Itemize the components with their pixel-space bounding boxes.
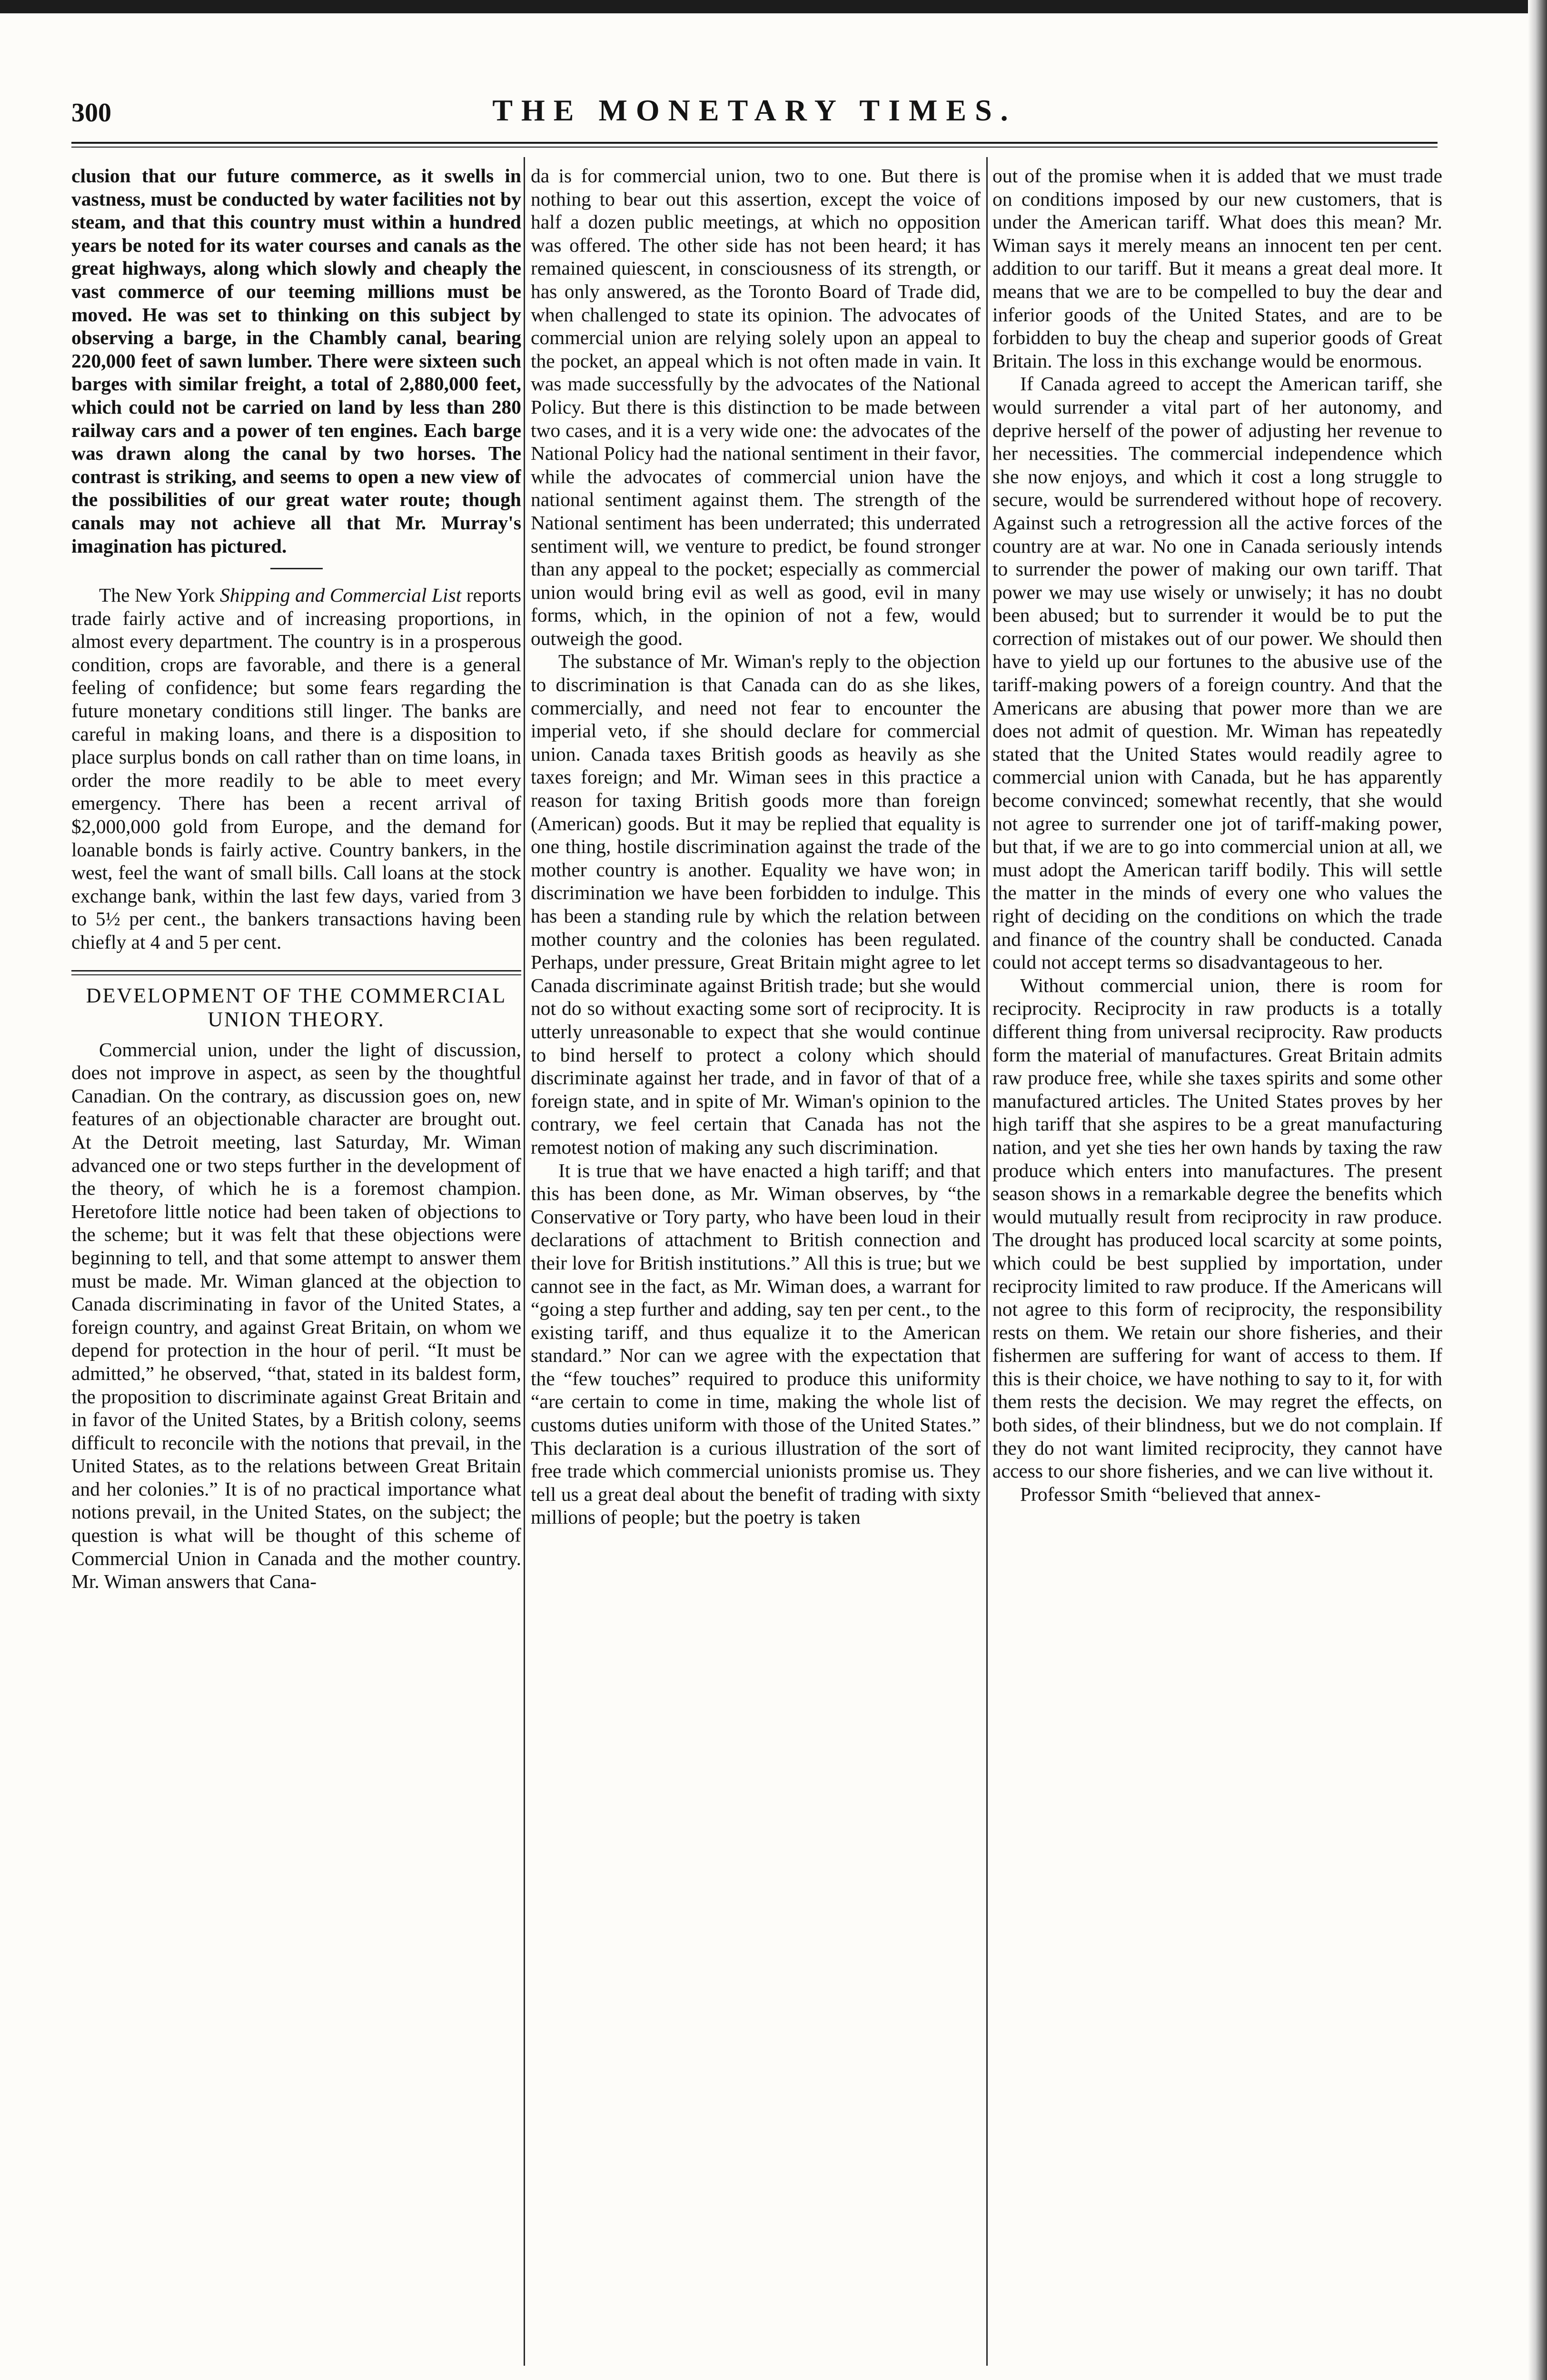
page-header [71,93,1438,136]
header-rule-thin [71,147,1438,148]
page-edge-shadow [1528,0,1547,2380]
section-heading: DEVELOPMENT OF THE COMMERCIAL UNION THEORY. [86,983,507,1031]
paragraph-body: reports trade fairly active and of increasing proportions, in almost every department. The country is in a prosperous condition, crops are favorable, and there is a general feeling of confidence; but some fears regarding the future monetary conditions still linger. The banks are careful in making loans, and there is a disposition to place surplus bonds on call rather than on time loans, in order the more readily to be able to meet every emergency. There has been a recent arrival of $2,000,000 gold from Europe, and the demand for loanable bonds is fairly active. Country bankers, in the west, feel the want of small bills. Call loans at the stock exchange bank, within the last few days, varied from 3 to 5½ per cent., the bankers transactions having been chiefly at 4 and 5 per cent. [71,584,521,953]
article-paragraph: Professor Smith “believed that annex- [1020,1483,1321,1505]
article-paragraph: The substance of Mr. Wiman's reply to the objection to discrimination is that Canada can do as she likes, commercially, and need not fear to encounter the imperial veto, if she should declare for commercial union. Canada taxes British goods as heavily as she taxes foreign; and Mr. Wiman sees in this practice a reason for taxing British goods more than foreign (American) goods. But it may be replied that equality is one thing, hostile discrimination against the trade of the mother country is another. Equality we have won; in discrimination we have been forbidden to indulge. This has been a standing rule by which the relation between mother country and the colonies has been regulated. Perhaps, under pressure, Great Britain might agree to let Canada discriminate against British trade; but she would not do so without exacting some sort of reciprocity. It is utterly unreasonable to expect that she would continue to bind herself to protect a colony which should discriminate against her trade, and in favor of that of a foreign state, and in spite of Mr. Wiman's opinion to the contrary, we feel certain that Canada has not the remotest notion of making any such discrimination. [531,650,981,1158]
column-3 [992,164,1442,2373]
article-paragraph [71,584,521,954]
article-paragraph: If Canada agreed to accept the American tariff, she would surrender a vital part of her autonomy, and deprive herself of the power of adjusting her revenue to her necessities. The commercial independence which she now enjoys, and which it cost a long struggle to secure, would be surrendered without hope of recovery. Against such a retrogression all the active forces of the country are at war. No one in Canada seriously intends to surrender the power of making our own tariff. That power we may use wisely or unwisely; it has no doubt been abused; but to surrender it would be to put the correction of mistakes out of our power. We should then have to yield up our fortunes to the abusive use of the tariff-making powers of a foreign country. And that the Americans are abusing that power more than we are does not admit of question. Mr. Wiman has repeatedly stated that the United States would readily agree to commercial union with Canada, but he has apparently become convinced; somewhat recently, that she would not agree to surrender one jot of tariff-making power, but that, if we are to go into commercial union at all, we must adopt the American tariff bodily. This will settle the matter in the minds of every one who values the right of deciding on the conditions on which the trade and finance of the country shall be conducted. Canada could not accept terms so disadvantageous to her. [992,373,1442,973]
section-rule-thin [71,974,521,975]
header-rule [71,142,1438,144]
column-1 [71,164,521,2373]
article-paragraph: clusion that our future commerce, as it swells in vastness, must be conducted by water facilities not by steam, and that this country must within a hundred years be noted for its water courses and canals as the great highways, along which slowly and cheaply the vast commerce of our teeming millions must be moved. He was set to thinking on this subject by observing a barge, in the Chambly canal, bearing 220,000 feet of sawn lumber. There were sixteen such barges with similar freight, a total of 2,880,000 feet, which could not be carried on land by less than 280 railway cars and a power of ten engines. Each barge was drawn along the canal by two horses. The contrast is striking, and seems to open a new view of the possibilities of our great water route; though canals may not achieve all that Mr. Murray's imagination has pictured. [71,165,521,557]
column-divider-2 [986,157,988,2366]
section-rule [71,970,521,972]
column-divider-1 [524,157,525,2366]
page-number: 300 [71,98,111,128]
short-divider [270,568,323,569]
scan-top-band [0,0,1547,13]
article-paragraph: Without commercial union, there is room for reciprocity. Reciprocity in raw products is a totally different thing from universal reciprocity. Raw products form the material of manufactures. Great Britain admits raw produce free, while she taxes spirits and some other manufactured articles. The United States proves by her high tariff that she aspires to be a great manufacturing nation, and yet she ties her own hands by taxing the raw produce which enters into manufactures. The present season shows in a remarkable degree the benefits which would mutually result from reciprocity in raw produce. The drought has produced local scarcity at some points, which could be best supplied by importation, under reciprocity limited to raw produce. If the Americans will not agree to this form of reciprocity, the responsibility rests on them. We retain our shore fisheries, and their fishermen are suffering for want of access to them. If this is their choice, we have nothing to say to it, for with them rests the decision. We may regret the effects, on both sides, of their blindness, but we do not complain. If they do not want limited reciprocity, they cannot have access to our shore fisheries, and we can live without it. [992,974,1442,1482]
article-paragraph: It is true that we have enacted a high tariff; and that this has been done, as Mr. Wiman observes, by “the Conservative or Tory party, who have been loud in their declarations of attachment to British connection and their love for British institutions.” All this is true; but we cannot see in the fact, as Mr. Wiman does, a warrant for “going a step further and adding, say ten per cent., to the existing tariff, and thus equalize it to the American standard.” Nor can we agree with the expectation that the “few touches” required to produce this uniformity “are certain to come in time, making the whole list of customs duties uniform with those of the United States.” This declaration is a curious illustration of the sort of free trade which commercial unionists promise us. They tell us a great deal about the benefit of trading with sixty millions of people; but the poetry is taken [531,1159,981,1528]
paragraph-intro: The New York [99,584,215,606]
publication-title: Shipping and Commercial List [220,584,462,606]
column-2 [531,164,981,2373]
article-paragraph: da is for commercial union, two to one. But there is nothing to bear out this assertion, except the voice of half a dozen public meetings, at which no opposition was offered. The other side has not been heard; it has remained quiescent, in consciousness of its strength, or has only answered, as the Toronto Board of Trade did, when challenged to state its opinion. The advocates of commercial union are relying solely upon an appeal to the pocket, an appeal which is not often made in vain. It was made successfully by the advocates of the National Policy. But there is this distinction to be made between two cases, and it is a very wide one: the advocates of the National Policy had the national sentiment in their favor, while the advocates of commercial union have the national sentiment against them. The strength of the National sentiment has been underrated; this underrated sentiment will, we venture to predict, be found stronger than any appeal to the pocket; especially as commercial union would bring evil as well as good, evil in many forms, which, in the opinion of not a few, would outweigh the good. [531,165,981,649]
article-paragraph: out of the promise when it is added that we must trade on conditions imposed by our new customers, that is under the American tariff. What does this mean? Mr. Wiman says it merely means an innocent ten per cent. addition to our tariff. But it means a great deal more. It means that we are to be compelled to buy the dear and inferior goods of the United States, and are to be forbidden to buy the cheap and superior goods of Great Britain. The loss in this exchange would be enormous. [992,165,1442,372]
article-paragraph: Commercial union, under the light of discussion, does not improve in aspect, as seen by the thoughtful Canadian. On the contrary, as discussion goes on, new features of an objectionable character are brought out. At the Detroit meeting, last Saturday, Mr. Wiman advanced one or two steps further in the development of the theory, of which he is a foremost champion. Heretofore little notice had been taken of objections to the scheme; but it was felt that these objections were beginning to tell, and that some attempt to answer them must be made. Mr. Wiman glanced at the objection to Canada discriminating in favor of the United States, a foreign country, and against Great Britain, on whom we depend for protection in the hour of peril. “It must be admitted,” he observed, “that, stated in its baldest form, the proposition to discriminate against Great Britain and in favor of the United States, by a British colony, seems difficult to reconcile with the notions that prevail, in the United States, as to the relations between Great Britain and her colonies.” It is of no practical importance what notions prevail, in the United States, on the subject; the question is what will be thought of this scheme of Commercial Union in Canada and the mother country. Mr. Wiman answers that Cana- [71,1038,521,1593]
masthead-title: THE MONETARY TIMES. [492,93,1017,127]
